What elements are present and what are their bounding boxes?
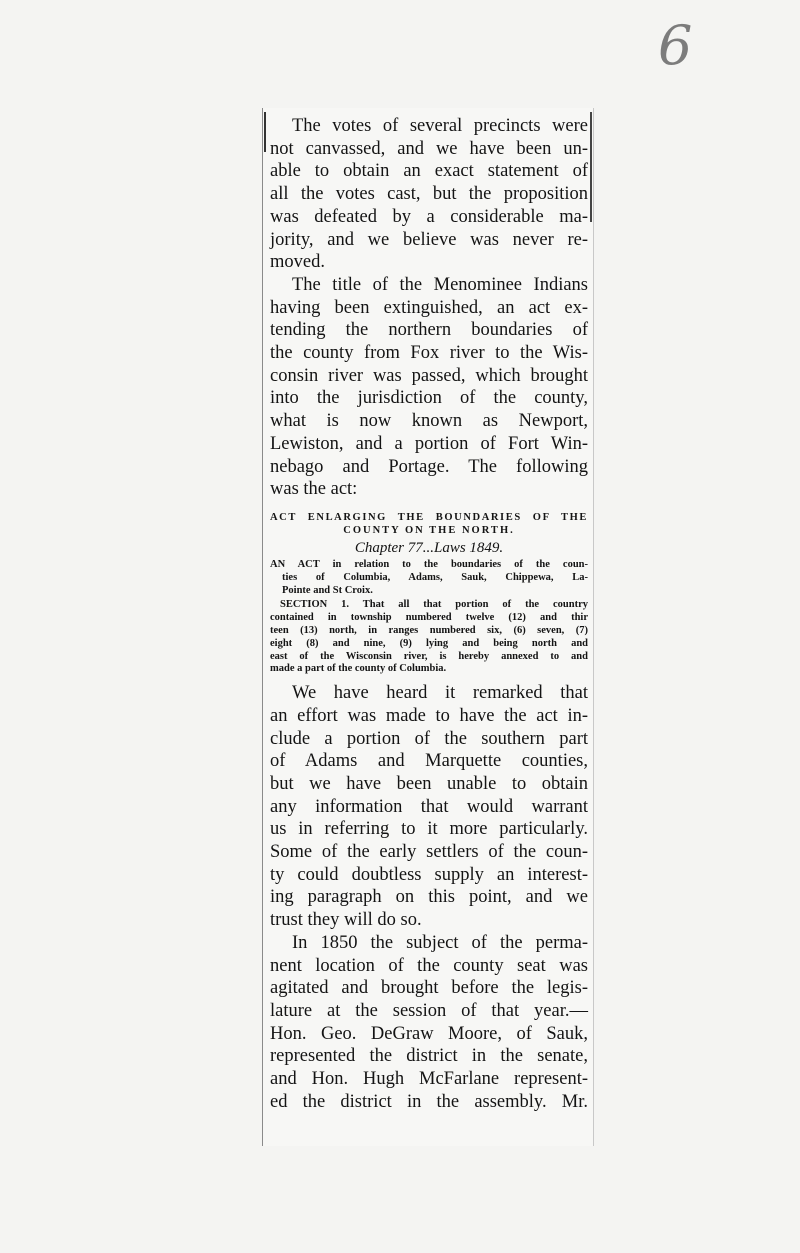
text-line: nent location of the county seat was — [270, 955, 588, 976]
text-line: moved. — [270, 252, 325, 273]
text-line: represented the district in the senate, — [270, 1046, 588, 1067]
text-line: but we have been unable to obtain — [270, 773, 588, 794]
paragraph-remarked — [270, 682, 588, 932]
text-line: an effort was made to have the act in- — [270, 705, 588, 726]
text-line: was defeated by a considerable ma- — [270, 206, 588, 227]
section-line: made a part of the county of Columbia. — [270, 663, 447, 675]
text-line: was the act: — [270, 479, 358, 500]
text-line: agitated and brought before the legis- — [270, 978, 588, 999]
text-line: clude a portion of the southern part — [270, 728, 588, 749]
text-line: into the jurisdiction of the county, — [270, 388, 588, 409]
text-line: The votes of several precincts were — [292, 116, 588, 136]
text-line: In 1850 the subject of the perma- — [292, 932, 588, 953]
text-line: ed the district in the assembly. Mr. — [270, 1091, 588, 1112]
text-line: having been extinguished, an act ex- — [270, 297, 588, 318]
text-line: not canvassed, and we have been un- — [270, 138, 588, 159]
act-title-line: Pointe and St Croix. — [282, 584, 373, 596]
act-title-line: AN ACT in relation to the boundaries of the coun- — [270, 558, 588, 570]
text-line: all the votes cast, but the proposition — [270, 184, 588, 205]
text-line: nebago and Portage. The following — [270, 456, 588, 477]
section-line: teen (13) north, in ranges numbered six, (6) seven, (7) — [270, 624, 588, 636]
column-rule-right — [590, 112, 592, 222]
act-title — [270, 559, 588, 597]
section-line: eight (8) and nine, (9) lying and being north and — [270, 637, 588, 649]
page-number: 6 — [658, 14, 693, 77]
text-line: Hon. Geo. DeGraw Moore, of Sauk, — [270, 1023, 588, 1044]
text-line: consin river was passed, which brought — [270, 365, 588, 386]
section-line: east of the Wisconsin river, is hereby annexed to and — [270, 650, 588, 662]
text-line: trust they will do so. — [270, 910, 422, 931]
text-line: Lewiston, and a portion of Fort Win- — [270, 433, 588, 454]
text-line: The title of the Menominee Indians — [292, 274, 588, 295]
paragraph-1850 — [270, 932, 588, 1114]
text-line: able to obtain an exact statement of — [270, 161, 588, 182]
text-line: lature at the session of that year.— — [270, 1000, 588, 1021]
text-line: and Hon. Hugh McFarlane represent- — [270, 1069, 588, 1090]
text-line: Some of the early settlers of the coun- — [270, 842, 588, 863]
paragraph-menominee — [270, 274, 588, 501]
text-line: any information that would warrant — [270, 796, 588, 817]
chapter-line: Chapter 77...Laws 1849. — [354, 539, 504, 556]
section-line: contained in township numbered twelve (12) and thir — [270, 612, 588, 624]
column-rule-left — [264, 112, 266, 152]
text-line: ing paragraph on this point, and we — [270, 887, 588, 908]
heading-line: COUNTY ON THE NORTH. — [343, 524, 515, 536]
text-line: the county from Fox river to the Wis- — [270, 343, 588, 364]
text-line: us in referring to it more particularly. — [270, 819, 588, 840]
act-section-1 — [270, 599, 588, 676]
text-line: jority, and we believe was never re- — [270, 229, 588, 250]
article-column — [270, 115, 588, 1113]
act-title-line: ties of Columbia, Adams, Sauk, Chippewa, La- — [282, 571, 588, 583]
section-line: SECTION 1. That all that portion of the country — [280, 599, 588, 611]
text-line: We have heard it remarked that — [292, 683, 588, 704]
text-line: ty could doubtless supply an interest- — [270, 864, 588, 885]
text-line: tending the northern boundaries of — [270, 320, 588, 341]
text-line: what is now known as Newport, — [270, 411, 588, 432]
text-line: of Adams and Marquette counties, — [270, 751, 588, 772]
heading-line: ACT ENLARGING THE BOUNDARIES OF THE — [270, 511, 588, 523]
paragraph-votes — [270, 115, 588, 274]
act-heading — [270, 511, 588, 537]
